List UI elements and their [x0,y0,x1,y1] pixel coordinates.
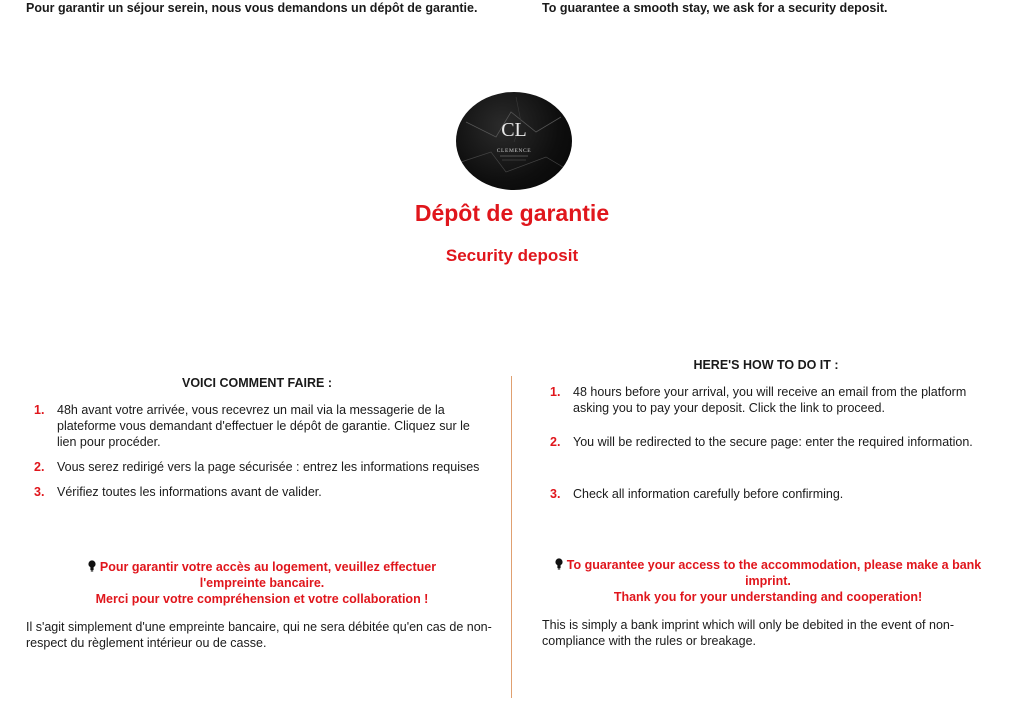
logo-wordmark: CLEMENCE [496,148,532,154]
step-text: Check all information carefully before confirming. [573,487,844,501]
english-steps-list [542,384,990,502]
page-title: Dépôt de garantie [414,200,610,226]
step-number: 2. [34,460,45,474]
list-item [26,484,488,500]
step-number: 3. [550,487,561,501]
list-item [26,459,488,475]
step-text: 48 hours before your arrival, you will receive an email from the platform asking you to pay your deposit. Click the link to proceed. [573,385,967,415]
logo [456,92,572,190]
french-notice-line1: Pour garantir votre accès au logement, veuillez effectuer l'empreinte bancaire. [99,560,437,590]
french-notice [56,559,468,607]
step-text: You will be redirected to the secure page: enter the required information. [573,435,973,449]
list-item [542,384,990,416]
step-text: Vérifiez toutes les informations avant de valider. [57,485,322,499]
french-heading: VOICI COMMENT FAIRE : [182,376,332,390]
step-text: 48h avant votre arrivée, vous recevrez un mail via la messagerie de la plateforme vous demandant d'effectuer le dépôt de garantie. Cliquez sur le lien pour procéder. [57,403,470,449]
column-divider [511,376,512,698]
lightbulb-icon [88,560,96,572]
marble-logo-icon [456,92,572,190]
english-footer: This is simply a bank imprint which will only be debited in the event of non-compliance with the rules or breakage. [542,618,955,648]
logo-monogram: CL [501,119,527,141]
english-notice-line1: To guarantee your access to the accommodation, please make a bank imprint. [566,558,982,588]
page-subtitle: Security deposit [445,246,579,265]
english-notice [548,557,988,605]
step-text: Vous serez redirigé vers la page sécurisée : entrez les informations requises [57,460,480,474]
english-heading: HERE'S HOW TO DO IT : [693,358,839,372]
list-item [26,402,488,450]
english-intro: To guarantee a smooth stay, we ask for a security deposit. [542,1,888,15]
step-number: 1. [550,385,561,399]
french-notice-line2: Merci pour votre compréhension et votre collaboration ! [95,592,429,606]
list-item [542,486,990,502]
lightbulb-icon [555,558,563,570]
english-notice-line2: Thank you for your understanding and cooperation! [613,590,923,604]
step-number: 2. [550,435,561,449]
french-footer: Il s'agit simplement d'une empreinte bancaire, qui ne sera débitée qu'en cas de non-respect du règlement intérieur ou de casse. [26,620,492,650]
french-intro: Pour garantir un séjour serein, nous vous demandons un dépôt de garantie. [26,1,478,15]
step-number: 3. [34,485,45,499]
french-steps-list [26,402,488,500]
step-number: 1. [34,403,45,417]
list-item [542,434,990,450]
